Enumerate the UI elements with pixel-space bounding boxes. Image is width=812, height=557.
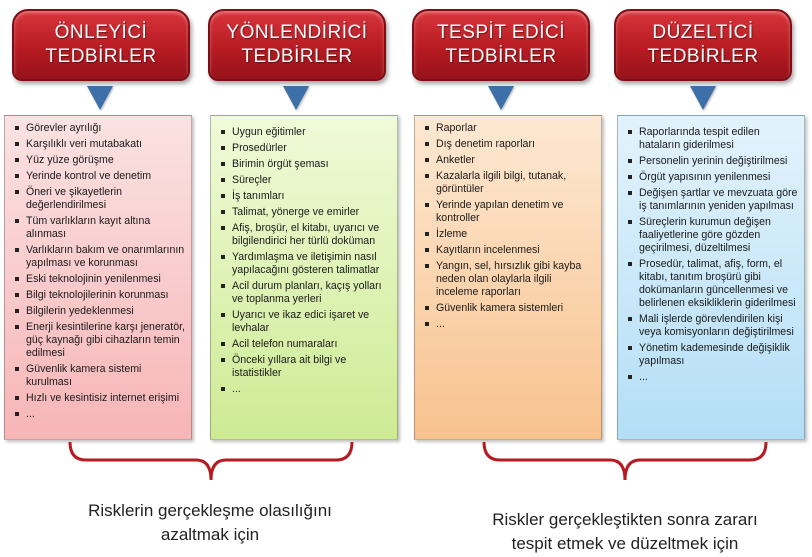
header-onleyici	[12, 9, 190, 81]
list-item: Süreçler	[221, 174, 391, 187]
header-duzeltici-line2: TEDBİRLER	[647, 46, 759, 67]
list-item: Bilgi teknolojilerinin korunması	[15, 289, 185, 302]
list-item: Acil telefon numaraları	[221, 338, 391, 351]
list-item: Süreçlerin kurumun değişen faaliyetlerine göre gözden geçirilmesi, düzeltilmesi	[628, 216, 798, 255]
list-item: Kayıtların incelenmesi	[425, 244, 595, 257]
caption-right-line2: tespit etmek ve düzeltmek için	[511, 534, 739, 553]
caption-left-line2: azaltmak için	[160, 525, 260, 544]
list-item: Dış denetim raporları	[425, 138, 595, 151]
list-item: Yerinde yapılan denetim ve kontroller	[425, 199, 595, 225]
list-item: Enerji kesintilerine karşı jeneratör, güç kaynağı gibi cihazların temin edilmesi	[15, 321, 185, 360]
list-item: Yüz yüze görüşme	[15, 154, 185, 167]
box-onleyici	[4, 115, 192, 440]
caption-left	[40, 499, 380, 547]
header-tespit-edici	[412, 9, 590, 81]
list-duzeltici	[628, 126, 798, 384]
list-item: Bilgilerin yedeklenmesi	[15, 305, 185, 318]
box-tespit-edici	[414, 115, 602, 440]
list-item: Eski teknolojinin yenilenmesi	[15, 273, 185, 286]
list-item: Güvenlik kamera sistemleri	[425, 302, 595, 315]
list-yonlendirici	[221, 126, 391, 396]
list-item: Hızlı ve kesintisiz internet erişimi	[15, 392, 185, 405]
list-item: Değişen şartlar ve mevzuata göre iş tanımlarının yeniden yapılması	[628, 187, 798, 213]
list-item: Uygun eğitimler	[221, 126, 391, 139]
caption-right-line1: Riskler gerçekleştikten sonra zararı	[492, 510, 758, 529]
list-tespit-edici	[425, 122, 595, 331]
list-item: Yardımlaşma ve iletişimin nasıl yapılacağını gösteren talimatlar	[221, 251, 391, 277]
header-yonlendirici-line1: YÖNLENDİRİCİ	[226, 22, 368, 43]
list-item: Raporlar	[425, 122, 595, 135]
list-item: Öneri ve şikayetlerin değerlendirilmesi	[15, 186, 185, 212]
brace-left	[66, 440, 356, 486]
box-duzeltici	[617, 115, 805, 440]
list-item: Raporlarında tespit edilen hataların giderilmesi	[628, 126, 798, 152]
brace-right	[480, 440, 770, 486]
list-item: ...	[221, 383, 391, 396]
list-item: Önceki yıllara ait bilgi ve istatistikler	[221, 354, 391, 380]
list-item: Kazalarla ilgili bilgi, tutanak, görüntüler	[425, 170, 595, 196]
list-item: Yönetim kademesinde değişiklik yapılması	[628, 342, 798, 368]
list-onleyici	[15, 122, 185, 421]
list-item: Prosedürler	[221, 142, 391, 155]
arrow-down-icon	[690, 86, 716, 110]
list-item: Yangın, sel, hırsızlık gibi kayba neden olan olaylarla ilgili inceleme raporları	[425, 260, 595, 299]
list-item: ...	[628, 371, 798, 384]
list-item: Tüm varlıkların kayıt altına alınması	[15, 215, 185, 241]
caption-left-line1: Risklerin gerçekleşme olasılığını	[88, 501, 332, 520]
arrow-down-icon	[488, 86, 514, 110]
list-item: Anketler	[425, 154, 595, 167]
list-item: Örgüt yapısının yenilenmesi	[628, 171, 798, 184]
box-yonlendirici	[210, 115, 398, 440]
header-tespit-edici-line1: TESPİT EDİCİ	[436, 22, 566, 43]
list-item: İzleme	[425, 228, 595, 241]
list-item: Yerinde kontrol ve denetim	[15, 170, 185, 183]
header-duzeltici-line1: DÜZELTİCİ	[652, 22, 754, 43]
header-yonlendirici-line2: TEDBİRLER	[241, 46, 353, 67]
arrow-down-icon	[283, 86, 309, 110]
list-item: Uyarıcı ve ikaz edici işaret ve levhalar	[221, 309, 391, 335]
list-item: Acil durum planları, kaçış yolları ve toplanma yerleri	[221, 280, 391, 306]
list-item: ...	[15, 408, 185, 421]
header-duzeltici	[614, 9, 792, 81]
list-item: Görevler ayrılığı	[15, 122, 185, 135]
header-onleyici-line1: ÖNLEYİCİ	[54, 22, 148, 43]
list-item: Birimin örgüt şeması	[221, 158, 391, 171]
list-item: Varlıkların bakım ve onarımlarının yapılması ve korunması	[15, 244, 185, 270]
arrow-down-icon	[87, 86, 113, 110]
list-item: İş tanımları	[221, 190, 391, 203]
list-item: Afiş, broşür, el kitabı, uyarıcı ve bilgilendirici her türlü doküman	[221, 222, 391, 248]
list-item: Mali işlerde görevlendirilen kişi veya komisyonların değiştirilmesi	[628, 313, 798, 339]
header-tespit-edici-line2: TEDBİRLER	[445, 46, 557, 67]
header-yonlendirici	[208, 9, 386, 81]
list-item: Prosedür, talimat, afiş, form, el kitabı, tanıtım broşürü gibi dokümanların güncellenmesi ve belirlenen eksikliklerin giderilmesi	[628, 258, 798, 310]
header-onleyici-line2: TEDBİRLER	[45, 46, 157, 67]
list-item: Güvenlik kamera sistemi kurulması	[15, 363, 185, 389]
list-item: ...	[425, 318, 595, 331]
list-item: Personelin yerinin değiştirilmesi	[628, 155, 798, 168]
caption-right	[440, 508, 810, 556]
list-item: Karşılıklı veri mutabakatı	[15, 138, 185, 151]
list-item: Talimat, yönerge ve emirler	[221, 206, 391, 219]
